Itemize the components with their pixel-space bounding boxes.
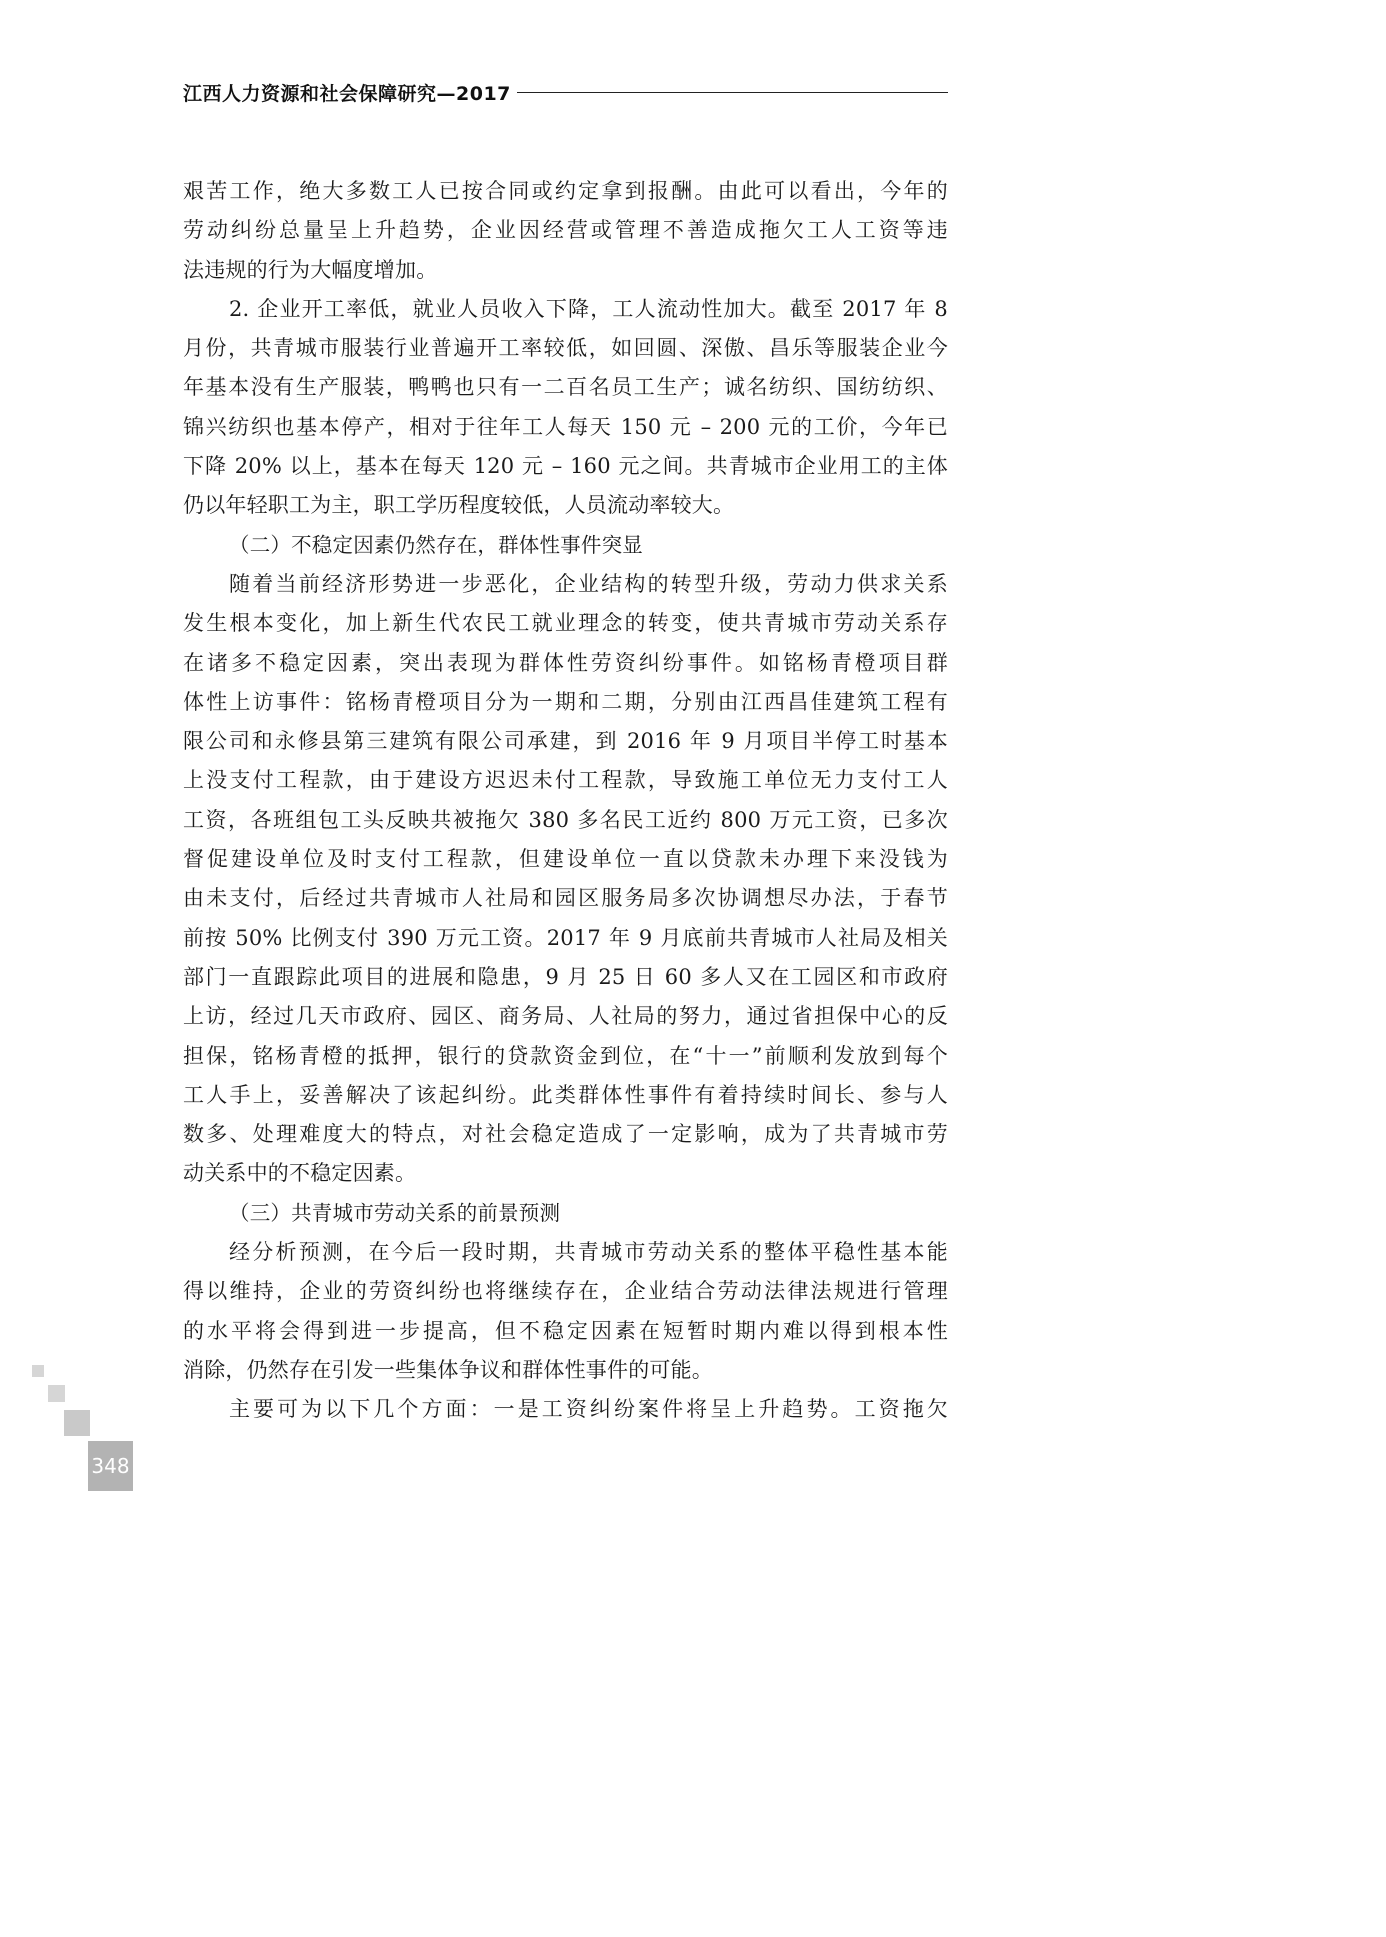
text-line: 上没支付工程款，由于建设方迟迟未付工程款，导致施工单位无力支付工人 (183, 768, 948, 793)
text-line: 督促建设单位及时支付工程款，但建设单位一直以贷款未办理下来没钱为 (183, 847, 948, 872)
text-line: 工人手上，妥善解决了该起纠纷。此类群体性事件有着持续时间长、参与人 (183, 1082, 948, 1107)
text-line: 在诸多不稳定因素，突出表现为群体性劳资纠纷事件。如铭杨青橙项目群 (183, 650, 948, 675)
text-line: 仍以年轻职工为主，职工学历程度较低，人员流动率较大。 (183, 493, 735, 518)
text-line: 工资，各班组包工头反映共被拖欠 380 多名民工近约 800 万元工资，已多次 (183, 807, 948, 832)
text-line: 上访，经过几天市政府、园区、商务局、人社局的努力，通过省担保中心的反 (183, 1004, 948, 1029)
text-line: 担保，铭杨青橙的抵押，银行的贷款资金到位，在“十一”前顺利发放到每个 (183, 1043, 948, 1068)
text-line: 部门一直跟踪此项目的进展和隐患，9 月 25 日 60 多人又在工园区和市政府 (183, 964, 948, 989)
text-line: 前按 50% 比例支付 390 万元工资。2017 年 9 月底前共青城市人社局及相关 (183, 925, 948, 950)
corner-decoration-square (64, 1410, 90, 1436)
header-rule (517, 92, 948, 93)
running-header (183, 72, 948, 112)
text-line: 锦兴纺织也基本停产，相对于往年工人每天 150 元 – 200 元的工价，今年已 (183, 414, 948, 439)
text-line: 随着当前经济形势进一步恶化，企业结构的转型升级，劳动力供求关系 (229, 571, 948, 596)
text-line: 劳动纠纷总量呈上升趋势，企业因经营或管理不善造成拖欠工人工资等违 (183, 218, 948, 243)
text-line: 由未支付，后经过共青城市人社局和园区服务局多次协调想尽办法，于春节 (183, 886, 948, 911)
text-line: 的水平将会得到进一步提高，但不稳定因素在短暂时期内难以得到根本性 (183, 1318, 948, 1343)
section-heading: （二）不稳定因素仍然存在，群体性事件突显 (229, 532, 643, 557)
text-line: 艰苦工作，绝大多数工人已按合同或约定拿到报酬。由此可以看出，今年的 (183, 179, 948, 203)
text-line: 经分析预测，在今后一段时期，共青城市劳动关系的整体平稳性基本能 (229, 1240, 948, 1265)
running-header-title: 江西人力资源和社会保障研究—2017 (183, 82, 511, 105)
text-line: 主要可为以下几个方面：一是工资纠纷案件将呈上升趋势。工资拖欠 (229, 1397, 948, 1422)
text-line: 2. 企业开工率低，就业人员收入下降，工人流动性加大。截至 2017 年 8 (229, 296, 948, 321)
page-number: 348 (88, 1441, 133, 1491)
text-line: 下降 20% 以上，基本在每天 120 元 – 160 元之间。共青城市企业用工的主体 (183, 454, 948, 479)
corner-decoration-square (48, 1385, 65, 1402)
text-line: 限公司和永修县第三建筑有限公司承建，到 2016 年 9 月项目半停工时基本 (183, 729, 948, 754)
text-line: 体性上访事件：铭杨青橙项目分为一期和二期，分别由江西昌佳建筑工程有 (183, 689, 948, 714)
corner-decoration-square (32, 1365, 44, 1377)
text-line: 月份，共青城市服装行业普遍开工率较低，如回圆、深傲、昌乐等服装企业今 (183, 336, 948, 361)
text-line: 发生根本变化，加上新生代农民工就业理念的转变，使共青城市劳动关系存 (183, 611, 948, 636)
text-line: 数多、处理难度大的特点，对社会稳定造成了一定影响，成为了共青城市劳 (183, 1122, 948, 1147)
text-line: 消除，仍然存在引发一些集体争议和群体性事件的可能。 (183, 1357, 713, 1382)
body-text (183, 172, 948, 1430)
section-heading: （三）共青城市劳动关系的前景预测 (229, 1200, 561, 1225)
text-line: 动关系中的不稳定因素。 (183, 1161, 417, 1186)
text-line: 得以维持，企业的劳资纠纷也将继续存在，企业结合劳动法律法规进行管理 (183, 1279, 948, 1304)
text-line: 法违规的行为大幅度增加。 (183, 257, 438, 282)
text-line: 年基本没有生产服装，鸭鸭也只有一二百名员工生产；诚名纺织、国纺纺织、 (183, 375, 948, 400)
